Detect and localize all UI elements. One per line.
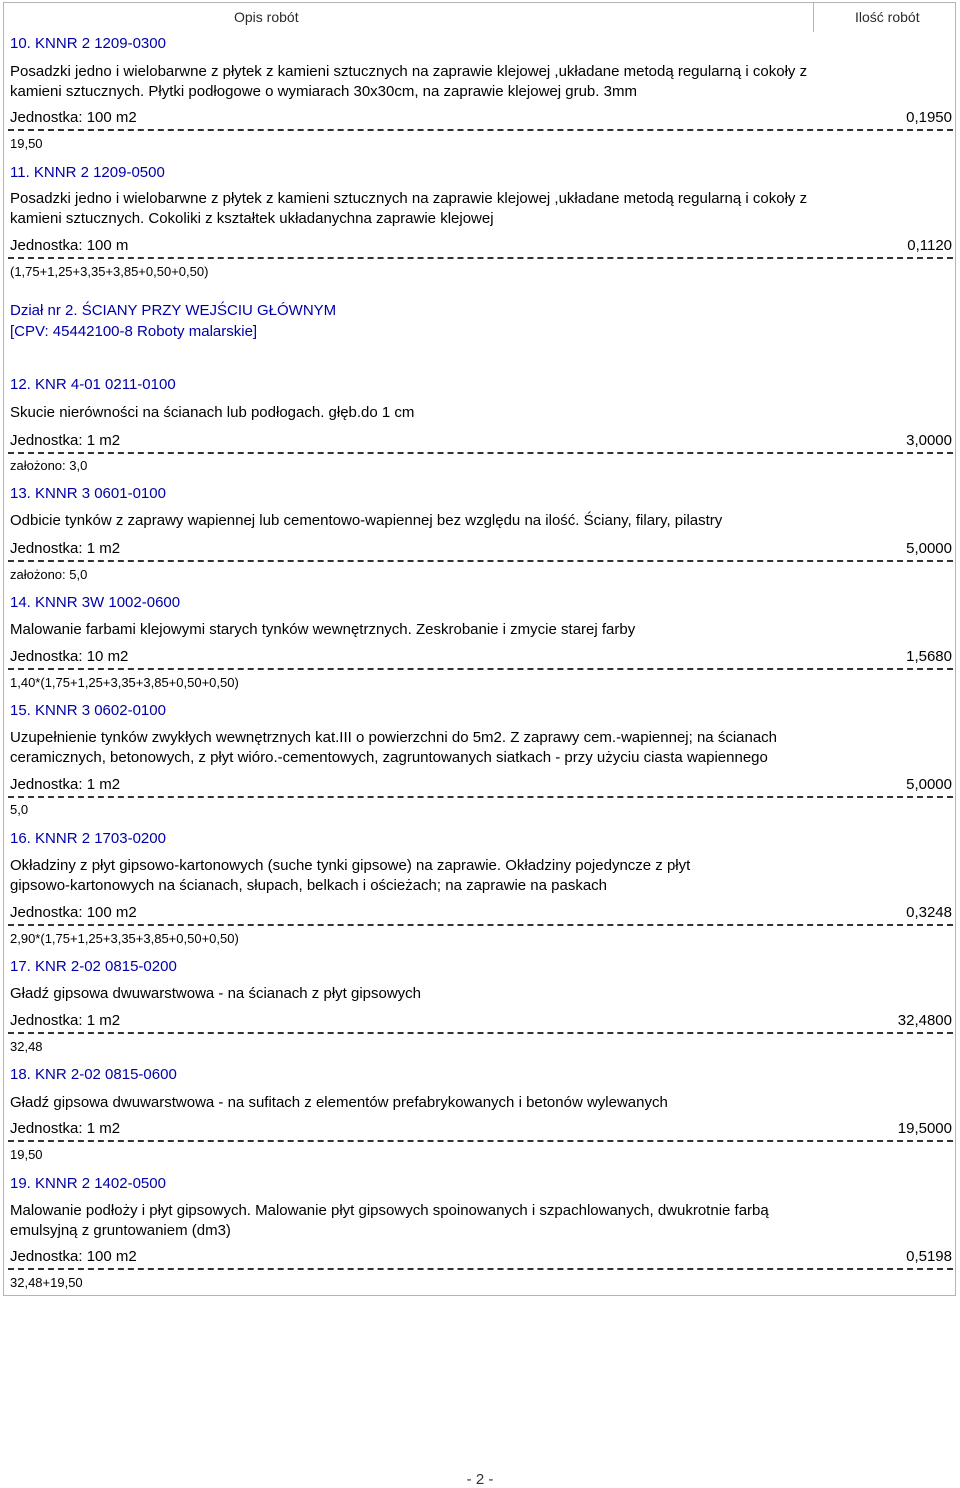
item-unit: Jednostka: 1 m2 — [10, 1012, 121, 1029]
item-divider — [8, 1268, 953, 1270]
item-description-line: Gładź gipsowa dwuwarstwowa - na ścianach z płyt gipsowych — [10, 985, 422, 1002]
item-quantity: 1,5680 — [906, 648, 952, 665]
item-unit: Jednostka: 10 m2 — [10, 648, 129, 665]
item-quantity: 19,5000 — [897, 1120, 952, 1137]
item-divider — [8, 1140, 953, 1142]
item-divider — [8, 796, 953, 798]
item-quantity: 0,1950 — [906, 109, 952, 126]
item-quantity: 32,4800 — [897, 1012, 952, 1029]
item-code: 13. KNNR 3 0601-0100 — [10, 485, 166, 502]
item-description — [10, 1093, 890, 1113]
item-description — [10, 984, 890, 1004]
item-description — [10, 511, 890, 531]
item-calculation: 32,48 — [10, 1039, 43, 1054]
item-description-line: Odbicie tynków z zaprawy wapiennej lub cementowo-wapiennej bez względu na ilość. Ściany, filary, pilastry — [10, 512, 723, 529]
item-divider — [8, 257, 953, 259]
item-unit: Jednostka: 1 m2 — [10, 1120, 121, 1137]
item-calculation: założono: 3,0 — [10, 458, 88, 473]
header-column-divider — [813, 2, 814, 32]
item-description-line: Malowanie farbami klejowymi starych tynków wewnętrznych. Zeskrobanie i zmycie starej farby — [10, 621, 636, 638]
item-calculation: założono: 5,0 — [10, 567, 88, 582]
item-calculation: 5,0 — [10, 802, 29, 817]
section-title: Dział nr 2. ŚCIANY PRZY WEJŚCIU GŁÓWNYM — [10, 302, 337, 319]
item-code: 14. KNNR 3W 1002-0600 — [10, 594, 181, 611]
item-calculation: 2,90*(1,75+1,25+3,35+3,85+0,50+0,50) — [10, 931, 239, 946]
item-description — [10, 403, 890, 423]
item-calculation: 1,40*(1,75+1,25+3,35+3,85+0,50+0,50) — [10, 675, 239, 690]
item-description-line: gipsowo-kartonowych na ścianach, słupach, belkach i ościeżach; na zaprawie na paskach — [10, 877, 608, 894]
item-calculation: 32,48+19,50 — [10, 1275, 83, 1290]
item-description-line: kamieni sztucznych. Cokoliki z kształtek układanychna zaprawie klejowej — [10, 210, 494, 227]
item-code: 18. KNR 2-02 0815-0600 — [10, 1066, 177, 1083]
item-divider — [8, 452, 953, 454]
item-calculation: (1,75+1,25+3,35+3,85+0,50+0,50) — [10, 264, 209, 279]
item-divider — [8, 1032, 953, 1034]
item-description-line: emulsyjną z gruntowaniem (dm3) — [10, 1222, 231, 1239]
header-col-opis: Opis robót — [234, 9, 299, 25]
item-description-line: Posadzki jedno i wielobarwne z płytek z kamieni sztucznych na zaprawie klejowej ,układane metodą regularną i cokoły z — [10, 190, 808, 207]
item-code: 11. KNNR 2 1209-0500 — [10, 164, 165, 181]
item-code: 16. KNNR 2 1703-0200 — [10, 830, 166, 847]
item-calculation: 19,50 — [10, 136, 43, 151]
item-unit: Jednostka: 100 m2 — [10, 904, 137, 921]
item-unit: Jednostka: 100 m2 — [10, 109, 137, 126]
item-description — [10, 1201, 890, 1241]
item-description — [10, 856, 890, 896]
item-description-line: ceramicznych, betonowych, z płyt wióro.-cementowych, zagruntowanych siatkach - przy użyciu ciasta wapiennego — [10, 749, 768, 766]
section-cpv: [CPV: 45442100-8 Roboty malarskie] — [10, 323, 258, 340]
item-unit: Jednostka: 1 m2 — [10, 540, 121, 557]
item-description-line: Uzupełnienie tynków zwykłych wewnętrznych kat.III o powierzchni do 5m2. Z zaprawy cem.-wapiennej; na ścianach — [10, 729, 778, 746]
item-description — [10, 620, 890, 640]
item-unit: Jednostka: 100 m2 — [10, 1248, 137, 1265]
item-description — [10, 189, 890, 229]
item-unit: Jednostka: 1 m2 — [10, 776, 121, 793]
item-code: 19. KNNR 2 1402-0500 — [10, 1175, 166, 1192]
item-divider — [8, 668, 953, 670]
item-divider — [8, 924, 953, 926]
item-description-line: Okładziny z płyt gipsowo-kartonowych (suche tynki gipsowe) na zaprawie. Okładziny pojedyncze z płyt — [10, 857, 691, 874]
item-unit: Jednostka: 100 m — [10, 237, 129, 254]
item-description — [10, 728, 890, 768]
item-quantity: 3,0000 — [906, 432, 952, 449]
item-quantity: 0,5198 — [906, 1248, 952, 1265]
item-divider — [8, 560, 953, 562]
item-code: 15. KNNR 3 0602-0100 — [10, 702, 166, 719]
item-calculation: 19,50 — [10, 1147, 43, 1162]
item-description-line: Malowanie podłoży i płyt gipsowych. Malowanie płyt gipsowych spoinowanych i szpachlowanych, dwukrotnie farbą — [10, 1202, 769, 1219]
item-quantity: 0,3248 — [906, 904, 952, 921]
item-unit: Jednostka: 1 m2 — [10, 432, 121, 449]
item-code: 17. KNR 2-02 0815-0200 — [10, 958, 177, 975]
item-description-line: Posadzki jedno i wielobarwne z płytek z kamieni sztucznych na zaprawie klejowej ,układane metodą regularną i cokoły z — [10, 63, 808, 80]
item-quantity: 5,0000 — [906, 540, 952, 557]
page-number: - 2 - — [466, 1471, 494, 1488]
item-code: 10. KNNR 2 1209-0300 — [10, 35, 166, 52]
item-description-line: kamieni sztucznych. Płytki podłogowe o wymiarach 30x30cm, na zaprawie klejowej grub. 3mm — [10, 83, 637, 100]
header-col-ilosc: Ilość robót — [855, 9, 920, 25]
item-description-line: Skucie nierówności na ścianach lub podłogach. głęb.do 1 cm — [10, 404, 415, 421]
item-description-line: Gładź gipsowa dwuwarstwowa - na sufitach z elementów prefabrykowanych i betonów wylewanych — [10, 1094, 668, 1111]
item-divider — [8, 129, 953, 131]
item-code: 12. KNR 4-01 0211-0100 — [10, 376, 176, 393]
item-description — [10, 62, 890, 102]
item-quantity: 5,0000 — [906, 776, 952, 793]
item-quantity: 0,1120 — [907, 237, 952, 254]
